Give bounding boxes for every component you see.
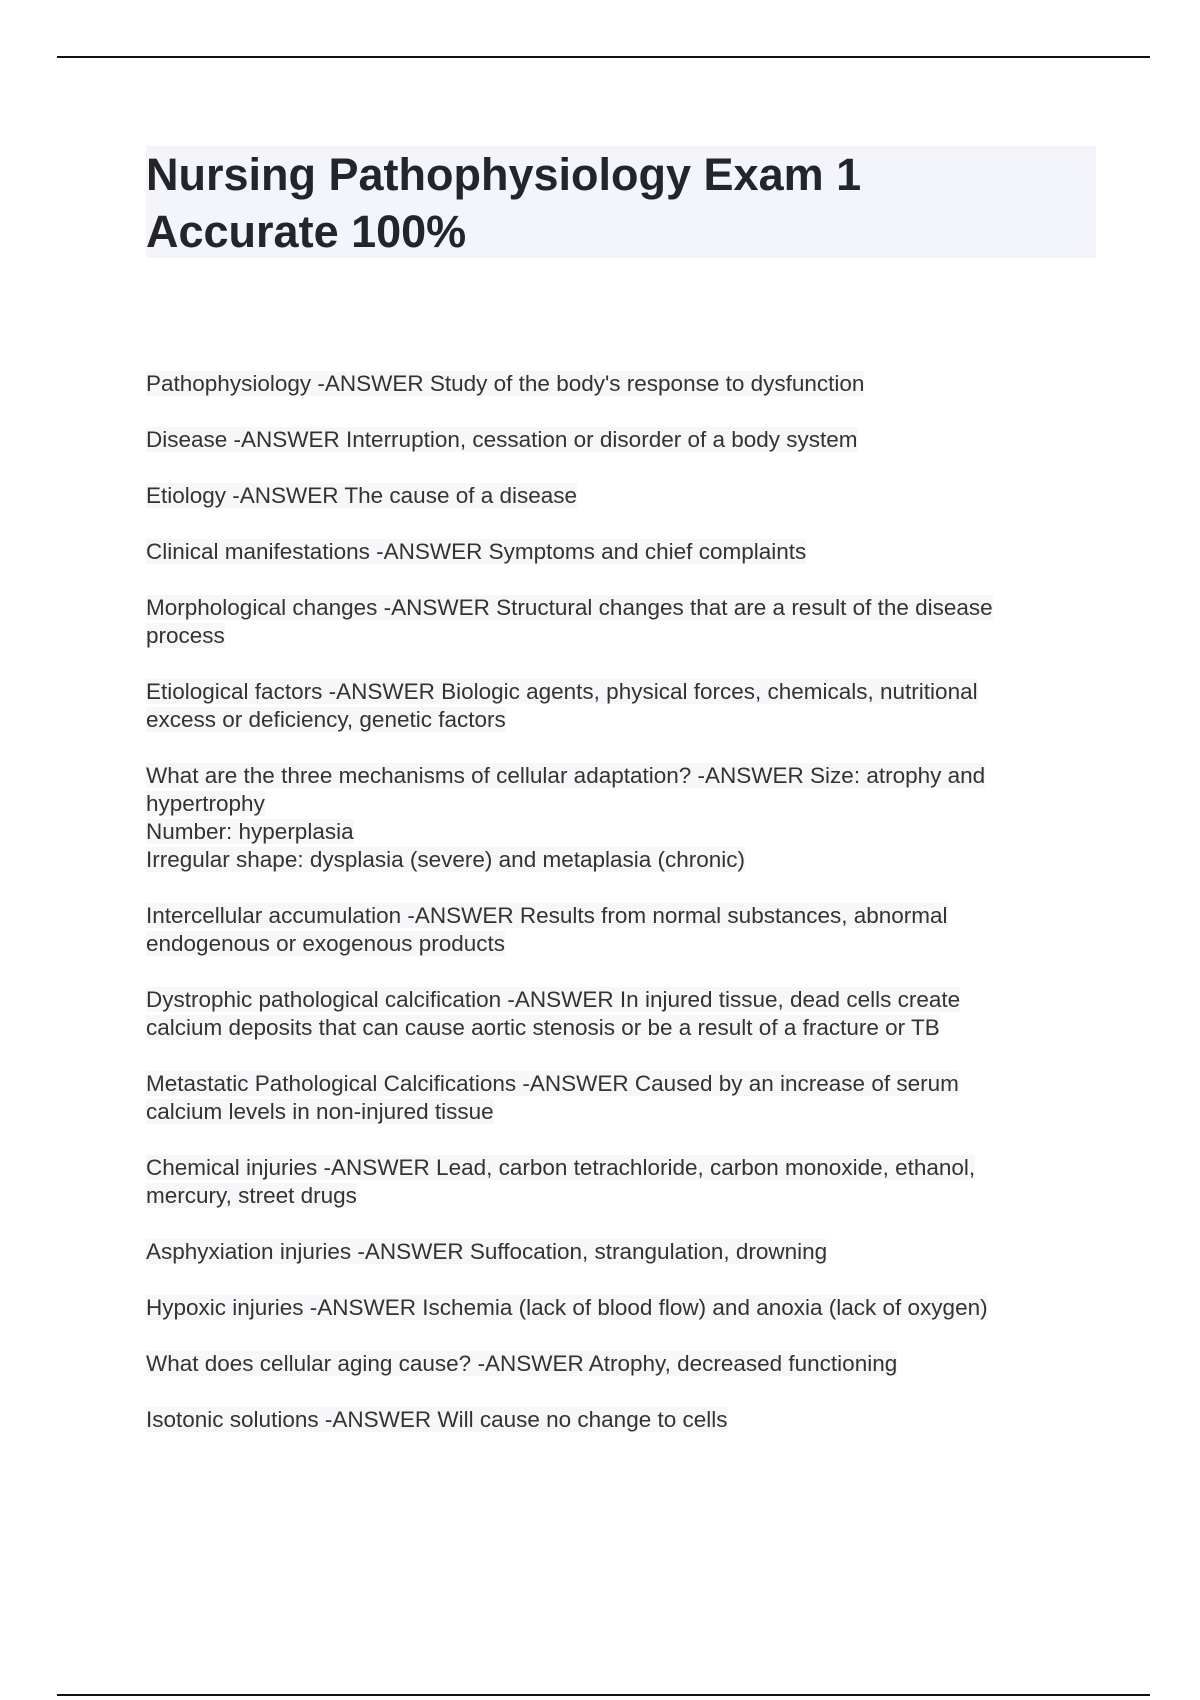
qa-text: process [146, 623, 225, 648]
qa-entry [146, 1238, 1096, 1266]
qa-text: Morphological changes -ANSWER Structural changes that are a result of the disease [146, 595, 993, 620]
qa-entry [146, 1350, 1096, 1378]
qa-text: Hypoxic injuries -ANSWER Ischemia (lack of blood flow) and anoxia (lack of oxygen) [146, 1295, 988, 1320]
qa-line [146, 902, 1096, 930]
qa-line [146, 818, 1096, 846]
qa-entry [146, 1406, 1096, 1434]
qa-text: Pathophysiology -ANSWER Study of the body's response to dysfunction [146, 371, 865, 396]
qa-text: Metastatic Pathological Calcifications -ANSWER Caused by an increase of serum [146, 1071, 959, 1096]
qa-text: What does cellular aging cause? -ANSWER Atrophy, decreased functioning [146, 1351, 898, 1376]
qa-text: Etiology -ANSWER The cause of a disease [146, 483, 578, 508]
qa-entry [146, 902, 1096, 958]
qa-entry [146, 482, 1096, 510]
title-line: Accurate 100% [146, 206, 467, 257]
qa-text: Dystrophic pathological calcification -ANSWER In injured tissue, dead cells create [146, 987, 961, 1012]
qa-line [146, 622, 1096, 650]
qa-text: Clinical manifestations -ANSWER Symptoms and chief complaints [146, 539, 807, 564]
qa-line [146, 986, 1096, 1014]
qa-line [146, 1182, 1096, 1210]
qa-entry [146, 370, 1096, 398]
qa-line [146, 790, 1096, 818]
qa-entry [146, 1154, 1096, 1210]
qa-text: Intercellular accumulation -ANSWER Results from normal substances, abnormal [146, 903, 948, 928]
qa-line [146, 762, 1096, 790]
qa-text: Disease -ANSWER Interruption, cessation or disorder of a body system [146, 427, 858, 452]
qa-entry [146, 986, 1096, 1042]
qa-line [146, 1238, 1096, 1266]
qa-entry [146, 538, 1096, 566]
qa-line [146, 930, 1096, 958]
qa-line [146, 678, 1096, 706]
qa-text: calcium deposits that can cause aortic stenosis or be a result of a fracture or TB [146, 1015, 940, 1040]
qa-text: Irregular shape: dysplasia (severe) and metaplasia (chronic) [146, 847, 746, 872]
qa-entry [146, 1294, 1096, 1322]
title-block [146, 146, 1096, 258]
qa-text: Chemical injuries -ANSWER Lead, carbon tetrachloride, carbon monoxide, ethanol, [146, 1155, 976, 1180]
qa-line [146, 1154, 1096, 1182]
qa-line [146, 1294, 1096, 1322]
qa-text: calcium levels in non-injured tissue [146, 1099, 494, 1124]
qa-text: Isotonic solutions -ANSWER Will cause no change to cells [146, 1407, 728, 1432]
qa-text: Number: hyperplasia [146, 819, 354, 844]
qa-text: What are the three mechanisms of cellular adaptation? -ANSWER Size: atrophy and [146, 763, 986, 788]
top-rule [57, 56, 1150, 58]
qa-entry [146, 678, 1096, 734]
qa-line [146, 846, 1096, 874]
qa-text: endogenous or exogenous products [146, 931, 506, 956]
qa-text: hypertrophy [146, 791, 265, 816]
qa-line [146, 706, 1096, 734]
qa-line [146, 1070, 1096, 1098]
qa-entry [146, 594, 1096, 650]
qa-entry [146, 1070, 1096, 1126]
qa-line [146, 538, 1096, 566]
document-title [146, 146, 1096, 260]
qa-entry [146, 426, 1096, 454]
bottom-rule [57, 1694, 1150, 1696]
qa-line [146, 1406, 1096, 1434]
qa-text: excess or deficiency, genetic factors [146, 707, 506, 732]
qa-text: mercury, street drugs [146, 1183, 357, 1208]
qa-entry [146, 762, 1096, 874]
qa-line [146, 594, 1096, 622]
qa-line [146, 1350, 1096, 1378]
qa-line [146, 1014, 1096, 1042]
qa-list [146, 370, 1096, 1462]
qa-line [146, 482, 1096, 510]
title-line: Nursing Pathophysiology Exam 1 [146, 149, 862, 200]
qa-line [146, 1098, 1096, 1126]
qa-line [146, 370, 1096, 398]
qa-line [146, 426, 1096, 454]
qa-text: Asphyxiation injuries -ANSWER Suffocation, strangulation, drowning [146, 1239, 828, 1264]
qa-text: Etiological factors -ANSWER Biologic agents, physical forces, chemicals, nutritional [146, 679, 978, 704]
